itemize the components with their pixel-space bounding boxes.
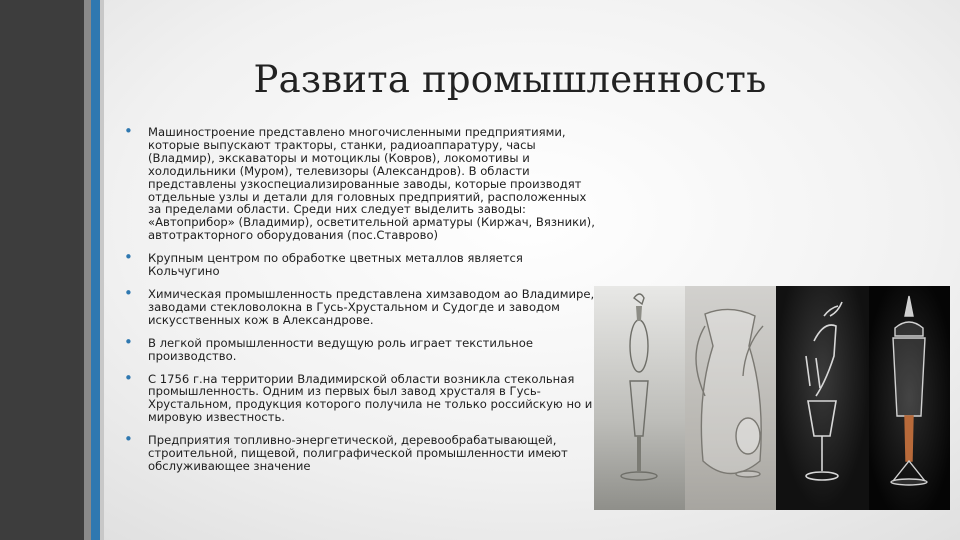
bullet-item (118, 248, 596, 279)
slide-title: Развита промышленность (253, 58, 767, 101)
crystal-lidded-vase-photo (869, 286, 950, 510)
bullet-item (118, 122, 596, 243)
bullet-text: Машиностроение представлено многочисленными предприятиями, которые выпускают тракторы, станки, радиоаппаратуру, часы (Владмир), экскаваторы и мотоциклы (Ковров), локомотивы и холодильники (Муром), телевизоры (Александров). В области представлены узкоспециализированные заводы, которые производят отдельные узлы и детали для головных предприятий, расположенных за пределами области. Среди них следует выделить заводы: «Автоприбор» (Владимир), осветительной арматуры (Киржач, Вязники), автотракторного оборудования (пос.Ставрово) (148, 125, 595, 243)
decorative-stripe-gray (84, 0, 91, 540)
bullet-item (118, 430, 596, 473)
bullet-text: Предприятия топливно-энергетической, деревообрабатывающей, строительной, пищевой, полиграфической промышленности имеют обслуживающее значение (148, 433, 568, 473)
bullet-item (118, 332, 596, 363)
bullet-dot-icon: • (124, 368, 133, 387)
photo-strip (594, 286, 950, 510)
bullet-dot-icon: • (124, 122, 133, 140)
crystal-deer-goblet-photo (776, 286, 869, 510)
bullet-text: С 1756 г.на территории Владимирской области возникла стекольная промышленность. Одним из первых был завод хрусталя в Гусь-Хрустальном, продукция которого получила не только российскую но и мировую известность. (148, 371, 593, 425)
bullet-dot-icon: • (124, 430, 133, 449)
bullet-item (118, 368, 596, 425)
bullet-text: Крупным центром по обработке цветных металлов является Кольчугино (148, 251, 523, 279)
bullet-dot-icon: • (124, 283, 133, 302)
crystal-goblet-with-bird-photo (594, 286, 685, 510)
crystal-jug-photo (685, 286, 776, 510)
bullet-dot-icon: • (124, 248, 133, 267)
bullet-text: Химическая промышленность представлена химзаводом ао Владимире, заводами стекловолокна в Гусь-Хрустальном и Судогде и заводом искусственных кож в Александрове. (148, 286, 595, 327)
decorative-stripe-blue (91, 0, 100, 540)
bullet-text: В легкой промышленности ведущую роль играет текстильное производство. (148, 335, 533, 363)
decorative-stripe-light (100, 0, 104, 540)
bullet-list (118, 122, 596, 483)
bullet-dot-icon: • (124, 332, 133, 351)
decorative-stripe-dark (0, 0, 84, 540)
bullet-item (118, 283, 596, 327)
